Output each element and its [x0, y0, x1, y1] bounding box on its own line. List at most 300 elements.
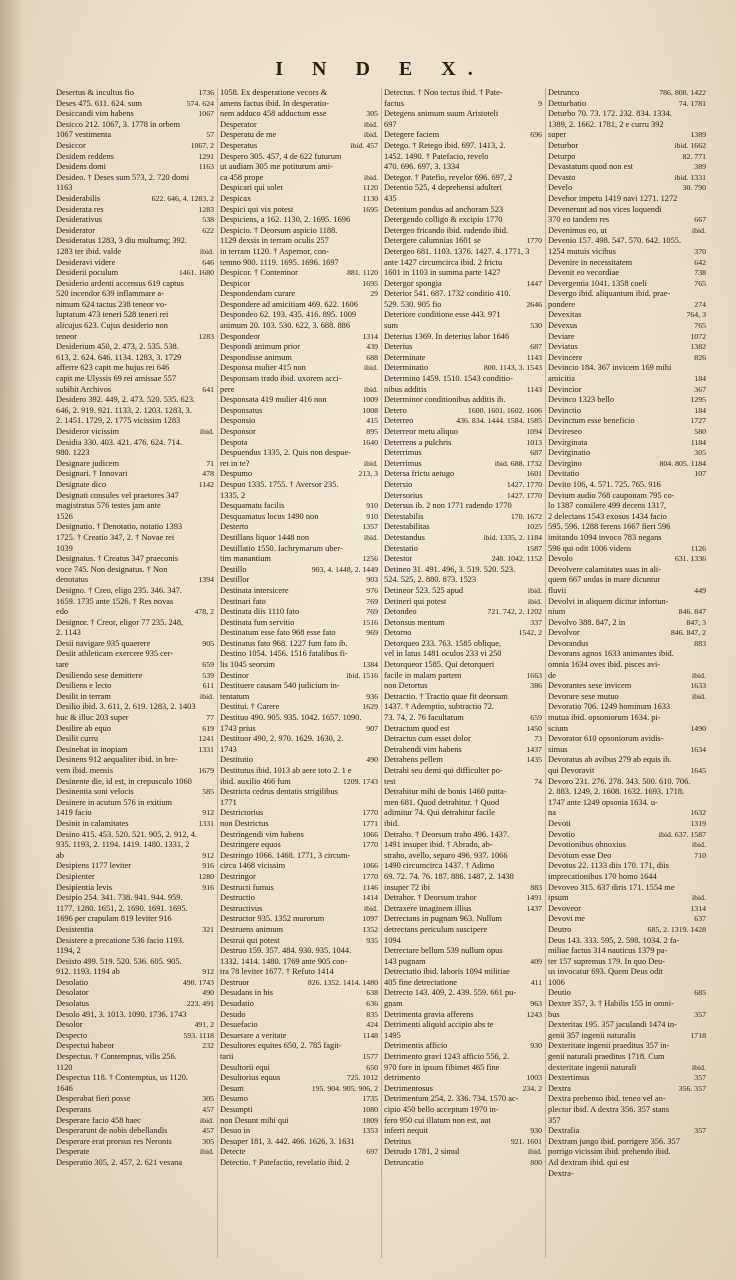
index-entry	[548, 480, 706, 491]
index-term: Deutro	[548, 924, 572, 934]
index-entry	[56, 978, 214, 989]
index-term: Desipientia levis	[56, 882, 113, 892]
index-reference: 916	[202, 882, 214, 892]
index-reference: 305	[202, 1136, 214, 1146]
index-entry	[220, 310, 378, 321]
index-entry	[548, 830, 706, 841]
index-reference: 800. 1143, 3. 1543	[483, 363, 542, 373]
index-term: Deviare	[548, 331, 575, 341]
index-reference: ibid.	[363, 903, 378, 913]
index-entry	[384, 310, 542, 321]
index-reference: 1587	[526, 543, 542, 553]
index-reference: 490	[366, 755, 378, 765]
index-entry	[220, 353, 378, 364]
index-entry	[548, 586, 706, 597]
index-reference: 491, 2	[194, 1020, 214, 1030]
index-reference: 1009	[362, 395, 378, 405]
index-term: 935. 1193, 2. 1194. 1419. 1480. 1331, 2	[56, 840, 190, 850]
index-term: 1646	[56, 1083, 73, 1093]
index-entry	[56, 957, 214, 968]
index-entry	[548, 639, 706, 650]
index-entry	[56, 808, 214, 819]
index-reference: ibid.	[199, 691, 214, 701]
index-reference: 1727	[690, 416, 706, 426]
index-term: Desino 415. 453. 520. 521. 905, 2. 912, 4.	[56, 829, 197, 839]
index-entry	[56, 374, 214, 385]
index-term: imprecationibus 170 homo 1644	[548, 871, 657, 881]
index-entry	[384, 109, 542, 120]
index-reference: 449	[694, 585, 706, 595]
index-term: 1771	[220, 797, 237, 807]
index-term: Devito 106, 4. 571. 725. 765. 916	[548, 479, 661, 489]
index-entry	[56, 173, 214, 184]
index-entry	[384, 353, 542, 364]
index-term: bus	[548, 1009, 560, 1019]
index-entry	[56, 448, 214, 459]
index-reference: 457	[202, 1126, 214, 1136]
index-term: Detero	[384, 405, 407, 415]
index-entry	[548, 713, 706, 724]
index-entry	[548, 1094, 706, 1105]
index-term: Designati consules vel praetores 347	[56, 490, 179, 500]
index-term: Devirginatio	[548, 448, 591, 458]
index-reference: 1283	[198, 331, 214, 341]
index-entry	[220, 766, 378, 777]
index-reference: 769	[366, 596, 378, 606]
index-term: Desquamatu facilis	[220, 501, 285, 511]
index-entry	[384, 946, 542, 957]
index-entry	[56, 607, 214, 618]
index-entry	[220, 1147, 378, 1158]
index-entry	[548, 99, 706, 110]
index-reference: 910	[366, 511, 378, 521]
index-reference: 1735	[362, 1094, 378, 1104]
column-divider	[381, 88, 382, 1258]
index-reference: 439	[366, 342, 378, 352]
index-term: Destringendi vim habens	[220, 829, 304, 839]
index-entry	[56, 236, 214, 247]
index-term: Desinentia soni velocis	[56, 787, 134, 797]
index-reference: 765	[694, 278, 706, 288]
index-entry	[220, 533, 378, 544]
index-entry	[220, 618, 378, 629]
index-term: Devoratus ab avibus 279 ab equis ib.	[548, 755, 672, 765]
index-entry	[384, 734, 542, 745]
index-entry	[220, 480, 378, 491]
index-term: Detectio. † Patefactio, revelatio ibid. 2	[220, 1157, 350, 1167]
index-entry	[384, 1020, 542, 1031]
index-term: 143 pugnam	[384, 956, 426, 966]
index-term: genii naturali praeditus 1718. Cum	[548, 1052, 665, 1062]
index-entry	[220, 851, 378, 862]
index-entry	[548, 310, 706, 321]
index-entry	[548, 1116, 706, 1127]
index-entry	[56, 1116, 214, 1127]
index-entry	[384, 681, 542, 692]
index-reference: 1163	[198, 162, 214, 172]
index-term: Desideravi videre	[56, 257, 116, 267]
index-term: 980. 1223	[56, 448, 90, 458]
index-entry	[384, 395, 542, 406]
index-reference: 1427. 1770	[506, 490, 542, 500]
index-reference: 1243	[526, 1009, 542, 1019]
index-entry	[548, 544, 706, 555]
index-term: Desinit in calamitates	[56, 818, 129, 828]
index-entry	[548, 904, 706, 915]
index-reference: 1120	[362, 183, 378, 193]
index-term: alicujus 623. Cujus desiderio non	[56, 321, 168, 331]
index-entry	[56, 406, 214, 417]
index-term: Devotum esse Deo	[548, 850, 612, 860]
index-entry	[220, 904, 378, 915]
index-term: Detego. † Retego ibid. 697. 1413, 2.	[384, 140, 506, 150]
index-reference: 1280	[198, 871, 214, 881]
index-entry	[384, 893, 542, 904]
index-reference: 1314	[690, 903, 706, 913]
index-term: Destitutus ibid. 1013 ab aere toto 2. 1 e	[220, 766, 352, 775]
index-entry	[220, 1126, 378, 1137]
index-reference: ibid.	[691, 691, 706, 701]
index-entry	[384, 597, 542, 608]
index-column-4	[548, 88, 706, 1258]
index-reference: 765	[694, 321, 706, 331]
index-entry	[220, 893, 378, 904]
index-term: Devenio 157. 498. 547. 570. 642. 1055.	[548, 236, 682, 246]
index-term: Desponsio	[220, 416, 256, 426]
index-term: non Desunt mihi qui	[220, 1115, 289, 1125]
index-entry	[56, 618, 214, 629]
index-entry	[384, 565, 542, 576]
index-term: Deturbo 70. 73. 172. 232. 834. 1334.	[548, 109, 672, 119]
index-reference: 826. 1352. 1414. 1480	[307, 977, 378, 987]
index-term: Despondeo 62. 193. 435. 416. 895. 1009	[220, 310, 357, 320]
index-reference: 478, 2	[194, 607, 214, 617]
index-entry	[220, 713, 378, 724]
index-entry	[220, 130, 378, 141]
index-term: Deus 143. 333. 595, 2. 598. 1034. 2 fa-	[548, 935, 680, 945]
index-term: Despondi animum prior	[220, 342, 301, 352]
index-entry	[384, 819, 542, 830]
index-entry	[220, 978, 378, 989]
index-reference: ibid.	[527, 596, 542, 606]
index-term: Determinate	[384, 352, 426, 362]
index-entry	[548, 840, 706, 851]
index-reference: ibid.	[691, 670, 706, 680]
index-entry	[56, 554, 214, 565]
index-entry	[548, 861, 706, 872]
index-term: Desperans	[56, 1105, 91, 1114]
index-entry	[384, 1126, 542, 1137]
index-entry	[56, 385, 214, 396]
index-term: voce 745. Non designatus. † Non	[56, 564, 168, 574]
index-term: 1332. 1414. 1480. 1769 ante 905 con-	[220, 956, 348, 966]
index-reference: 82. 771	[682, 151, 706, 161]
index-entry	[220, 724, 378, 735]
index-entry	[548, 1063, 706, 1074]
index-reference: 386	[530, 681, 542, 691]
index-term: 1094	[384, 935, 401, 945]
index-term: Devovi me	[548, 914, 585, 924]
index-term: ante 1427 circumcirca ibid. 2 frictu	[384, 257, 503, 267]
index-term: Despectus. † Contemptus, vilis 256.	[56, 1052, 177, 1062]
index-entry	[384, 162, 542, 173]
index-term: Destinor	[220, 670, 249, 680]
index-entry	[384, 416, 542, 427]
index-entry	[56, 1020, 214, 1031]
index-column-1	[56, 88, 214, 1258]
index-term: 646, 2. 919. 921. 1133, 2. 1203. 1283, 3.	[56, 405, 192, 415]
index-term: simus	[548, 744, 568, 754]
index-reference: 611	[202, 681, 214, 691]
index-reference: 622. 646, 4. 1283, 2	[151, 193, 214, 203]
index-reference: ibid. 688. 1732	[494, 458, 542, 468]
index-reference: ibid.	[691, 1062, 706, 1072]
index-term: Desponsatus	[220, 405, 263, 415]
index-term: 595. 596. 1288 ferens 1667 fieri 596	[548, 522, 671, 532]
index-term: Detrimenti aliquid accipio abs te	[384, 1020, 494, 1030]
index-entry	[220, 385, 378, 396]
index-term: Develo	[548, 183, 573, 193]
index-term: Devasto	[548, 172, 576, 182]
index-term: Deterreor metu aliquo	[384, 427, 458, 436]
index-term: tarii	[220, 1052, 234, 1062]
index-entry	[220, 1105, 378, 1116]
index-reference: 1072	[690, 331, 706, 341]
index-entry	[220, 268, 378, 279]
index-term: nibus additis	[384, 384, 427, 394]
index-term: Despicor. † Contemnor	[220, 268, 298, 278]
index-entry	[548, 883, 706, 894]
index-term: Desum	[220, 1083, 244, 1093]
index-entry	[548, 628, 706, 639]
index-entry	[56, 522, 214, 533]
index-term: 2. 1451. 1729, 2. 1775 vicissim 1283	[56, 416, 181, 426]
index-term: Dextertimus	[548, 1073, 590, 1083]
index-reference: 710	[694, 850, 706, 860]
index-entry	[384, 226, 542, 237]
index-term: Detrahi seu demi qui difficulter po-	[384, 766, 503, 775]
index-entry	[220, 363, 378, 374]
index-reference: 357	[694, 1073, 706, 1083]
index-reference: 903, 4. 1448, 2. 1449	[311, 564, 378, 574]
index-entry	[56, 914, 214, 925]
index-term: Devincere	[548, 352, 583, 362]
index-entry	[220, 946, 378, 957]
index-entry	[548, 469, 706, 480]
index-entry	[56, 967, 214, 978]
index-reference: 1461. 1680	[178, 268, 214, 278]
index-term: Desperatio 305, 2. 457, 2. 621 vesana	[56, 1157, 183, 1167]
index-entry	[56, 480, 214, 491]
index-reference: 650	[366, 1062, 378, 1072]
index-term: Desquamatus locus 1490 non	[220, 511, 319, 521]
index-reference: 696	[530, 130, 542, 140]
index-reference: 883	[530, 882, 542, 892]
index-entry	[548, 173, 706, 184]
index-reference: 274	[694, 299, 706, 309]
index-entry	[384, 215, 542, 226]
index-term: 1389, 2. 1662. 1781, 2 e curru 392	[548, 119, 664, 129]
index-entry	[548, 332, 706, 343]
index-term: Detestor	[384, 554, 413, 564]
index-entry	[548, 1073, 706, 1084]
index-term: Desideo. † Deses sum 573, 2. 720 domi	[56, 172, 190, 182]
index-entry	[56, 109, 214, 120]
index-reference: 769	[366, 607, 378, 617]
index-column-2	[220, 88, 378, 1258]
index-entry	[548, 702, 706, 713]
index-reference: 646	[202, 257, 214, 267]
index-reference: 846. 847, 2	[670, 628, 706, 638]
index-term: Destrictorius	[220, 808, 264, 818]
index-term: Desponsam trado ibid. uxorem acci-	[220, 374, 342, 384]
index-reference: 1013	[526, 437, 542, 447]
index-term: Desideror vicissim	[56, 427, 120, 436]
index-reference: 170. 1672	[510, 511, 542, 521]
index-term: men 681. Quod detrahitur. † Quod	[384, 797, 500, 807]
index-term: Desolatio	[56, 977, 89, 987]
index-entry	[220, 554, 378, 565]
index-entry	[56, 321, 214, 332]
index-term: 1743	[220, 744, 237, 754]
index-entry	[548, 279, 706, 290]
index-term: Desiliens e lecto	[56, 681, 112, 691]
index-term: Desii navigare 935 quaerere	[56, 638, 151, 648]
index-term: Detrimenta gravia afferens	[384, 1009, 474, 1019]
index-term: Desultorius equus	[220, 1073, 281, 1083]
index-term: Desiderii poculum	[56, 268, 119, 278]
index-term: Destructor 935. 1352 murorum	[220, 914, 325, 924]
index-term: ut audiam 305 me potiturum ami-	[220, 162, 333, 172]
index-term: Desiderata res	[56, 204, 104, 214]
index-entry	[548, 363, 706, 374]
index-entry	[548, 734, 706, 745]
index-entry	[384, 130, 542, 141]
index-entry	[384, 544, 542, 555]
index-entry	[220, 967, 378, 978]
index-term: scium	[548, 723, 569, 733]
index-term: Desipienter	[56, 871, 95, 881]
index-term: Desinebat in inopiam	[56, 744, 128, 754]
index-term: Deterreo	[384, 416, 414, 426]
index-reference: 1771	[362, 818, 378, 828]
index-term: Desertus & incultus fio	[56, 88, 134, 97]
index-reference: 1437	[526, 744, 542, 754]
index-term: Despiciens, a 162. 1130, 2. 1695. 1696	[220, 215, 351, 225]
index-entry	[384, 957, 542, 968]
index-term: Detrahendi vim habens	[384, 744, 462, 754]
index-term: Devoveor	[548, 903, 582, 913]
index-entry	[548, 130, 706, 141]
index-reference: ibid. 457	[350, 140, 378, 150]
index-entry	[384, 194, 542, 205]
index-term: Desperare erat prorsus res Neronis	[56, 1136, 172, 1146]
index-reference: ibid.	[363, 532, 378, 542]
index-entry	[56, 692, 214, 703]
index-term: Devincio 184. 367 invicem 169 mihi	[548, 363, 672, 373]
index-entry	[384, 724, 542, 735]
index-term: 1254 mutuis vicibus	[548, 246, 616, 256]
index-term: Desudans in his	[220, 988, 274, 998]
index-reference: 1640	[362, 437, 378, 447]
index-reference: 764, 3	[686, 310, 706, 320]
index-term: Detractio. † Tractio quae fit deorsum	[384, 691, 508, 701]
index-entry	[384, 332, 542, 343]
index-term: Desiderium 450, 2. 473, 2. 535. 538.	[56, 342, 179, 352]
index-entry	[384, 501, 542, 512]
index-term: denotatus	[56, 575, 89, 585]
index-term: Destruor	[220, 977, 250, 987]
index-term: Desipiens 1177 leviter	[56, 861, 132, 871]
index-entry	[384, 883, 542, 894]
index-term: imitando 1094 invoco 783 negans	[548, 532, 662, 542]
index-term: Desilit curru	[56, 734, 99, 744]
index-term: sum	[384, 321, 398, 331]
index-entry	[548, 936, 706, 947]
index-term: Detersio	[384, 479, 413, 489]
index-term: animum 20. 103. 530. 622, 3. 688. 886	[220, 321, 351, 331]
index-entry	[384, 385, 542, 396]
index-entry	[220, 692, 378, 703]
index-reference: ibid.	[199, 246, 214, 256]
index-reference: 409	[530, 956, 542, 966]
index-entry	[384, 586, 542, 597]
index-entry	[220, 819, 378, 830]
index-reference: ibid. 1516	[346, 670, 378, 680]
index-entry	[384, 808, 542, 819]
index-entry	[548, 575, 706, 586]
index-reference: 1679	[198, 766, 214, 775]
index-entry	[220, 183, 378, 194]
index-reference: 321	[202, 924, 214, 934]
index-reference: 1634	[690, 744, 706, 754]
index-entry	[548, 851, 706, 862]
index-reference: 721. 742, 2. 1202	[487, 607, 542, 617]
index-entry	[548, 777, 706, 788]
index-entry	[220, 374, 378, 385]
index-reference: ibid.	[363, 384, 378, 394]
index-reference: 1291	[198, 151, 214, 161]
index-entry	[548, 385, 706, 396]
index-term: Detectus. † Non tectus ibid. † Pate-	[384, 88, 503, 97]
index-reference: 687	[530, 342, 542, 352]
index-term: omnia 1634 oves ibid. pisces avi-	[548, 660, 661, 670]
index-term: huc & illuc 203 super	[56, 713, 129, 723]
index-entry	[220, 99, 378, 110]
index-reference: 1080	[362, 1105, 378, 1114]
index-reference: 847, 3	[686, 617, 706, 627]
index-entry	[56, 840, 214, 851]
index-term: Destituo 490. 905. 935. 1042. 1657. 1090.	[220, 713, 362, 723]
index-term: Detineri qui potest	[384, 596, 447, 606]
index-entry	[384, 999, 542, 1010]
index-term: Despicor	[220, 278, 251, 288]
index-entry	[56, 755, 214, 766]
index-term: 1335, 2	[220, 490, 246, 500]
index-reference: 1600. 1601. 1602. 1606	[467, 405, 542, 415]
index-term: Despondendam curare	[220, 289, 296, 299]
index-term: Despici qui vix potest	[220, 204, 294, 214]
index-reference: ibid. 1335, 2. 1184	[483, 532, 542, 542]
index-reference: 687	[530, 448, 542, 458]
column-divider	[217, 88, 218, 1258]
index-entry	[548, 215, 706, 226]
index-entry	[56, 99, 214, 110]
index-term: Detineo 31. 491. 496, 3. 519. 520. 523.	[384, 564, 516, 574]
index-term: 2 delectans 1543 exosus 1434 facio	[548, 511, 667, 521]
index-term: Desponsata 419 mulier 416 non	[220, 395, 327, 405]
index-term: ter 157 supremus 179. In quo Deu-	[548, 956, 665, 966]
